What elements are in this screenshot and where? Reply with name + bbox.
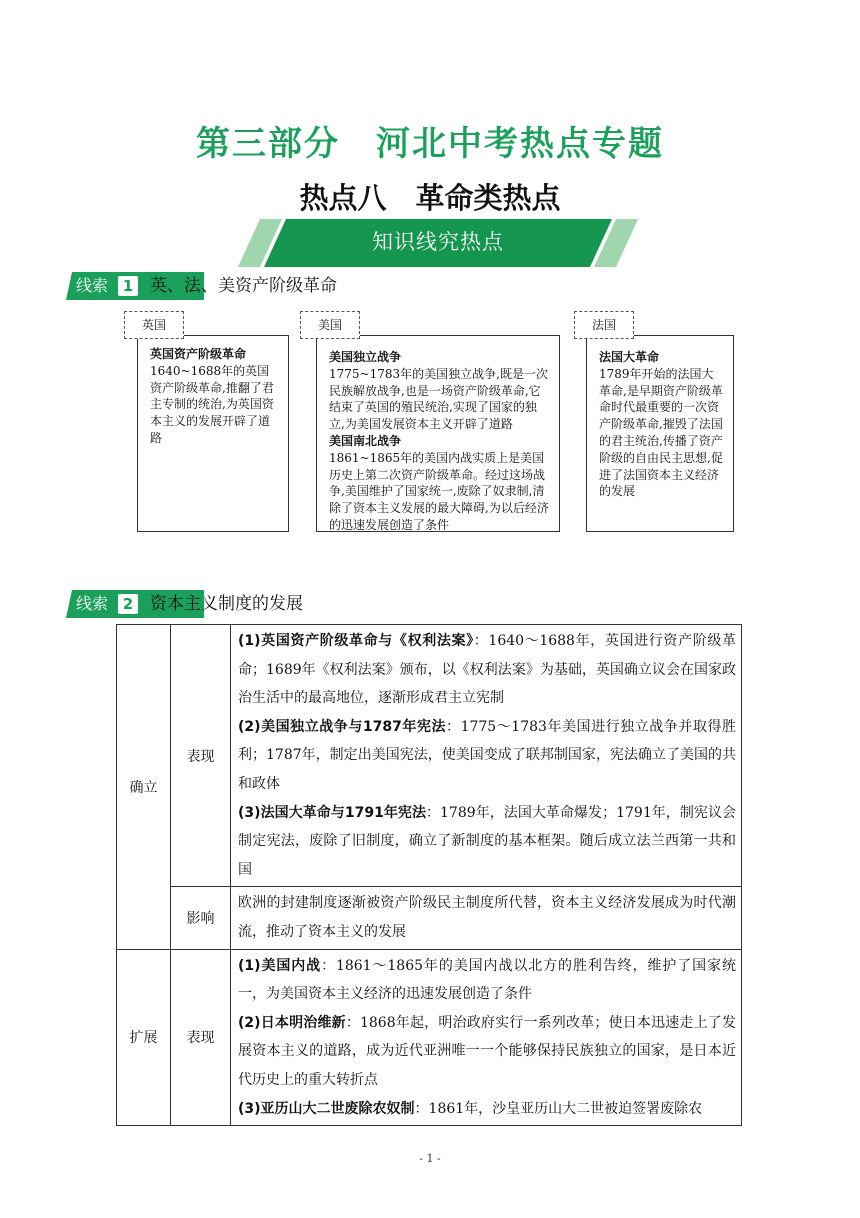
france-body: 1789年开始的法国大革命,是早期资产阶级革命时代最重要的一次资产阶级革命,摧毁了法国的君主统治,传播了资产阶级的自由民主思想,促进了法国资本主义经济的发展 [599,366,723,499]
clue-2-title: 资本主义制度的发展 [150,594,303,614]
table-row [117,625,742,887]
usa-independence-heading: 美国独立战争 [329,350,402,364]
item-heading: (1)英国资产阶级革命与《权利法案》 [238,633,474,649]
establish-label: 确立 [117,625,171,950]
page-number: - 1 - [419,1152,441,1165]
table-row [117,887,742,949]
clue-1-number: 1 [118,276,138,296]
clue-2-label: 线索 [76,594,109,613]
england-tag: 英国 [124,311,184,339]
establish-performance-cell [231,625,742,887]
performance-label: 表现 [171,625,231,887]
item-heading: (3)亚历山大二世废除农奴制 [238,1100,415,1117]
table-row [117,949,742,1126]
list-item [238,627,736,713]
france-heading: 法国大革命 [599,350,660,364]
item-heading: (2)日本明治维新 [238,1014,346,1031]
clue-1-title: 英、法、美资产阶级革命 [150,276,337,296]
performance-label: 表现 [171,949,231,1126]
item-text: ：1640～1688年，英国进行资产阶级革命；1689年《权利法案》颁布，以《权利法案》为基础，英国确立议会在国家政治生活中的最高地位，逐渐形成君主立宪制 [238,633,736,707]
item-text: ：1861～1865年的美国内战以北方的胜利告终，维护了国家统一，为美国资本主义经济的迅速发展创造了条件 [238,957,736,1003]
impact-cell: 欧洲的封建制度逐渐被资产阶级民主制度所代替，资本主义经济发展成为时代潮流，推动了资本主义的发展 [231,887,742,949]
banner-title: 知识线究热点 [372,230,504,254]
france-tag: 法国 [574,311,634,339]
list-item [238,713,736,799]
clue-1-header [66,272,466,300]
list-item [238,952,736,1009]
item-text: ：1775～1783年美国进行独立战争并取得胜利；1787年，制定出美国宪法，使美国变成了联邦制国家，宪法确立了美国的共和政体 [238,718,736,792]
expand-label: 扩展 [117,949,171,1126]
list-item [238,799,736,885]
usa-civil-war-heading: 美国南北战争 [329,433,402,448]
impact-label: 影响 [171,887,231,949]
clue-2-header [66,590,466,618]
expand-performance-cell [231,949,742,1126]
england-box [137,335,289,532]
france-box [586,335,734,532]
usa-civil-war-body: 1861~1865年的美国内战实质上是美国历史上第二次资产阶级革命。经过这场战争,美国维护了国家统一,废除了奴隶制,清除了资本主义发展的最大障碍,为以后经济的迅速发展创造了条件 [329,450,549,532]
main-title: 第三部分 河北中考热点专题 [196,124,664,164]
usa-tag: 美国 [300,311,360,339]
england-heading: 英国资产阶级革命 [150,347,247,361]
clue-2-number: 2 [118,594,138,614]
usa-box [316,335,560,532]
item-heading: (3)法国大革命与1791年宪法 [238,804,426,821]
sub-title: 热点八 革命类热点 [299,181,561,215]
item-text: ：1861年，沙皇亚历山大二世被迫签署废除农 [414,1100,703,1117]
list-item [238,1095,736,1124]
list-item [238,1009,736,1095]
development-table [116,624,742,1126]
item-text: ：1868年起，明治政府实行一系列改革；使日本迅速走上了发展资本主义的道路，成为近代亚洲唯一一个能够保持民族独立的国家，是日本近代历史上的重大转折点 [238,1014,736,1088]
item-heading: (1)美国内战 [238,957,322,974]
usa-independence-body: 1775~1783年的美国独立战争,既是一次民族解放战争,也是一场资产阶级革命,它结束了英国的殖民统治,实现了国家的独立,为美国发展资本主义开辟了道路 [329,366,548,432]
item-heading: (2)美国独立战争与1787年宪法 [238,718,447,735]
england-body: 1640~1688年的英国资产阶级革命,推翻了君主专制的统治,为英国资本主义的发展开辟了道路 [150,363,274,445]
item-text: ：1789年，法国大革命爆发；1791年，制宪议会制定宪法，废除了旧制度，确立了新制度的基本框架。随后成立法兰西第一共和国 [238,804,736,878]
clue-1-label: 线索 [76,276,109,295]
